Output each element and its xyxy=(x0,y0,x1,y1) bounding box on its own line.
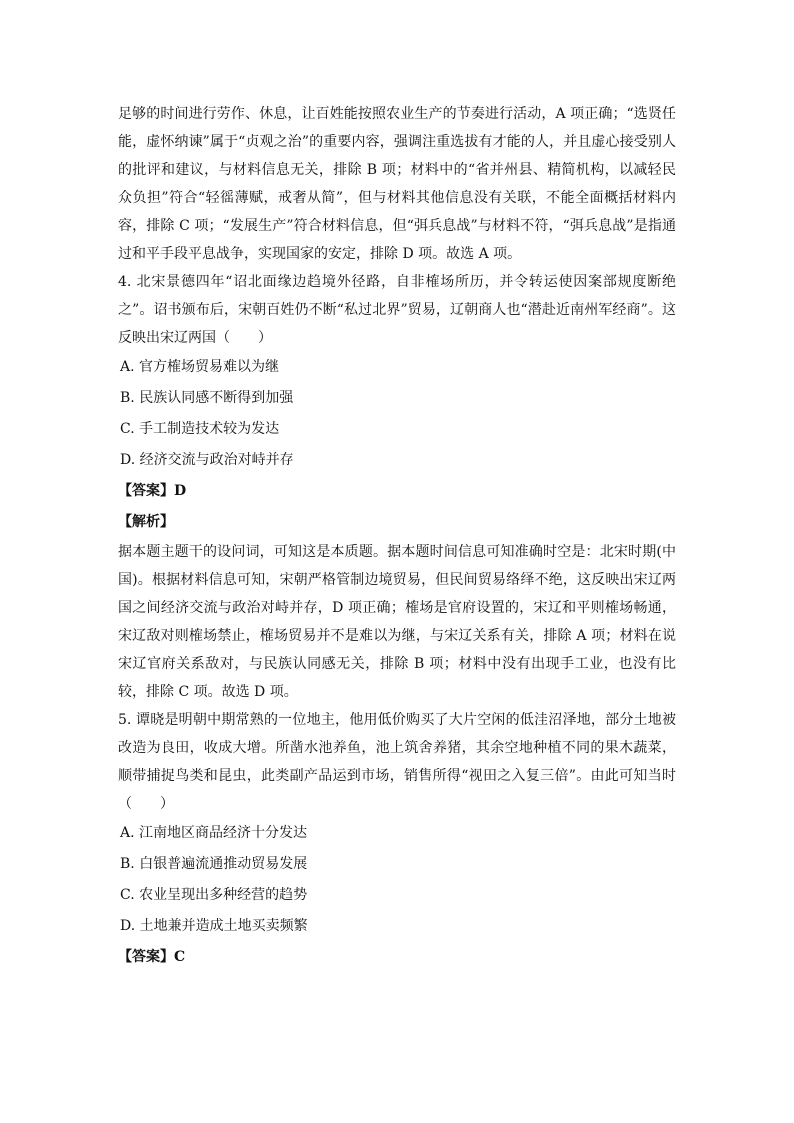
option-d: D. 经济交流与政治对峙并存 xyxy=(120,452,294,468)
text-line: 足够的时间进行劳作、休息，让百姓能按照农业生产的节奏进行活动，A 项正确；“选贤任 xyxy=(118,106,676,122)
text-line: 众负担”符合“轻徭薄赋，戒奢从简”，但与材料其他信息没有关联，不能全面概括材料内 xyxy=(118,190,676,206)
option-c: C. 农业呈现出多种经营的趋势 xyxy=(120,887,308,903)
text-line: 的批评和建议，与材料信息无关，排除 B 项；材料中的“省并州县、精简机构，以减轻民 xyxy=(118,162,676,178)
text-line: 过和平手段平息战争，实现国家的安定，排除 D 项。故选 A 项。 xyxy=(118,246,522,262)
option-b: B. 白银普遍流通推动贸易发展 xyxy=(120,856,308,872)
page-content xyxy=(118,100,676,973)
question-stem-line: 5. 谭晓是明朝中期常熟的一位地主，他用低价购买了大片空闲的低洼沼泽地，部分土地被 xyxy=(118,712,676,728)
analysis-line: 据本题主题干的设问词，可知这是本质题。据本题时间信息可知准确时空是：北宋时期(中 xyxy=(118,544,676,560)
answer-label: 【答案】C xyxy=(118,949,186,965)
analysis-line: 宋辽官府关系敌对，与民族认同感无关，排除 B 项；材料中没有出现手工业，也没有比 xyxy=(118,656,676,672)
option-b: B. 民族认同感不断得到加强 xyxy=(120,390,294,406)
question-stem-line: 顺带捕捉鸟类和昆虫，此类副产品运到市场，销售所得“视田之入复三倍”。由此可知当时 xyxy=(118,768,676,784)
question-4 xyxy=(118,268,676,706)
question-stem-line: （ ） xyxy=(118,796,174,812)
option-d: D. 土地兼并造成土地买卖频繁 xyxy=(120,918,308,934)
answer-label: 【答案】D xyxy=(118,483,187,499)
option-a: A. 江南地区商品经济十分发达 xyxy=(120,825,308,841)
text-line: 能，虚怀纳谏”属于“贞观之治”的重要内容，强调注重选拔有才能的人，并且虚心接受别人 xyxy=(118,134,676,150)
analysis-line: 国之间经济交流与政治对峙并存，D 项正确；榷场是官府设置的，宋辽和平则榷场畅通， xyxy=(118,600,676,616)
analysis-line: 较，排除 C 项。故选 D 项。 xyxy=(118,684,298,700)
question-stem-line: 反映出宋辽两国（ ） xyxy=(118,330,272,346)
analysis-line: 国)。根据材料信息可知，宋朝严格管制边境贸易，但民间贸易络绎不绝，这反映出宋辽两 xyxy=(118,572,676,588)
question-stem-line: 4. 北宋景德四年“诏北面缘边趋境外径路，自非榷场所历，并令转运使因案部规度断绝 xyxy=(118,274,676,290)
text-line: 容，排除 C 项；“发展生产”符合材料信息，但“弭兵息战”与材料不符，“弭兵息战”是指通 xyxy=(118,218,676,234)
question-5 xyxy=(118,706,676,973)
analysis-label: 【解析】 xyxy=(118,514,174,530)
analysis-line: 宋辽敌对则榷场禁止，榷场贸易并不是难以为继，与宋辽关系有关，排除 A 项；材料在说 xyxy=(118,628,676,644)
question-stem-line: 之”。诏书颁布后，宋朝百姓仍不断“私过北界”贸易，辽朝商人也“潜赴近南州军经商”。这 xyxy=(118,302,676,318)
option-a: A. 官方榷场贸易难以为继 xyxy=(120,359,280,375)
previous-analysis xyxy=(118,100,676,268)
question-stem-line: 改造为良田，收成大增。所凿水池养鱼，池上筑舍养猪，其余空地种植不同的果木蔬菜， xyxy=(118,740,676,756)
option-c: C. 手工制造技术较为发达 xyxy=(120,421,280,437)
